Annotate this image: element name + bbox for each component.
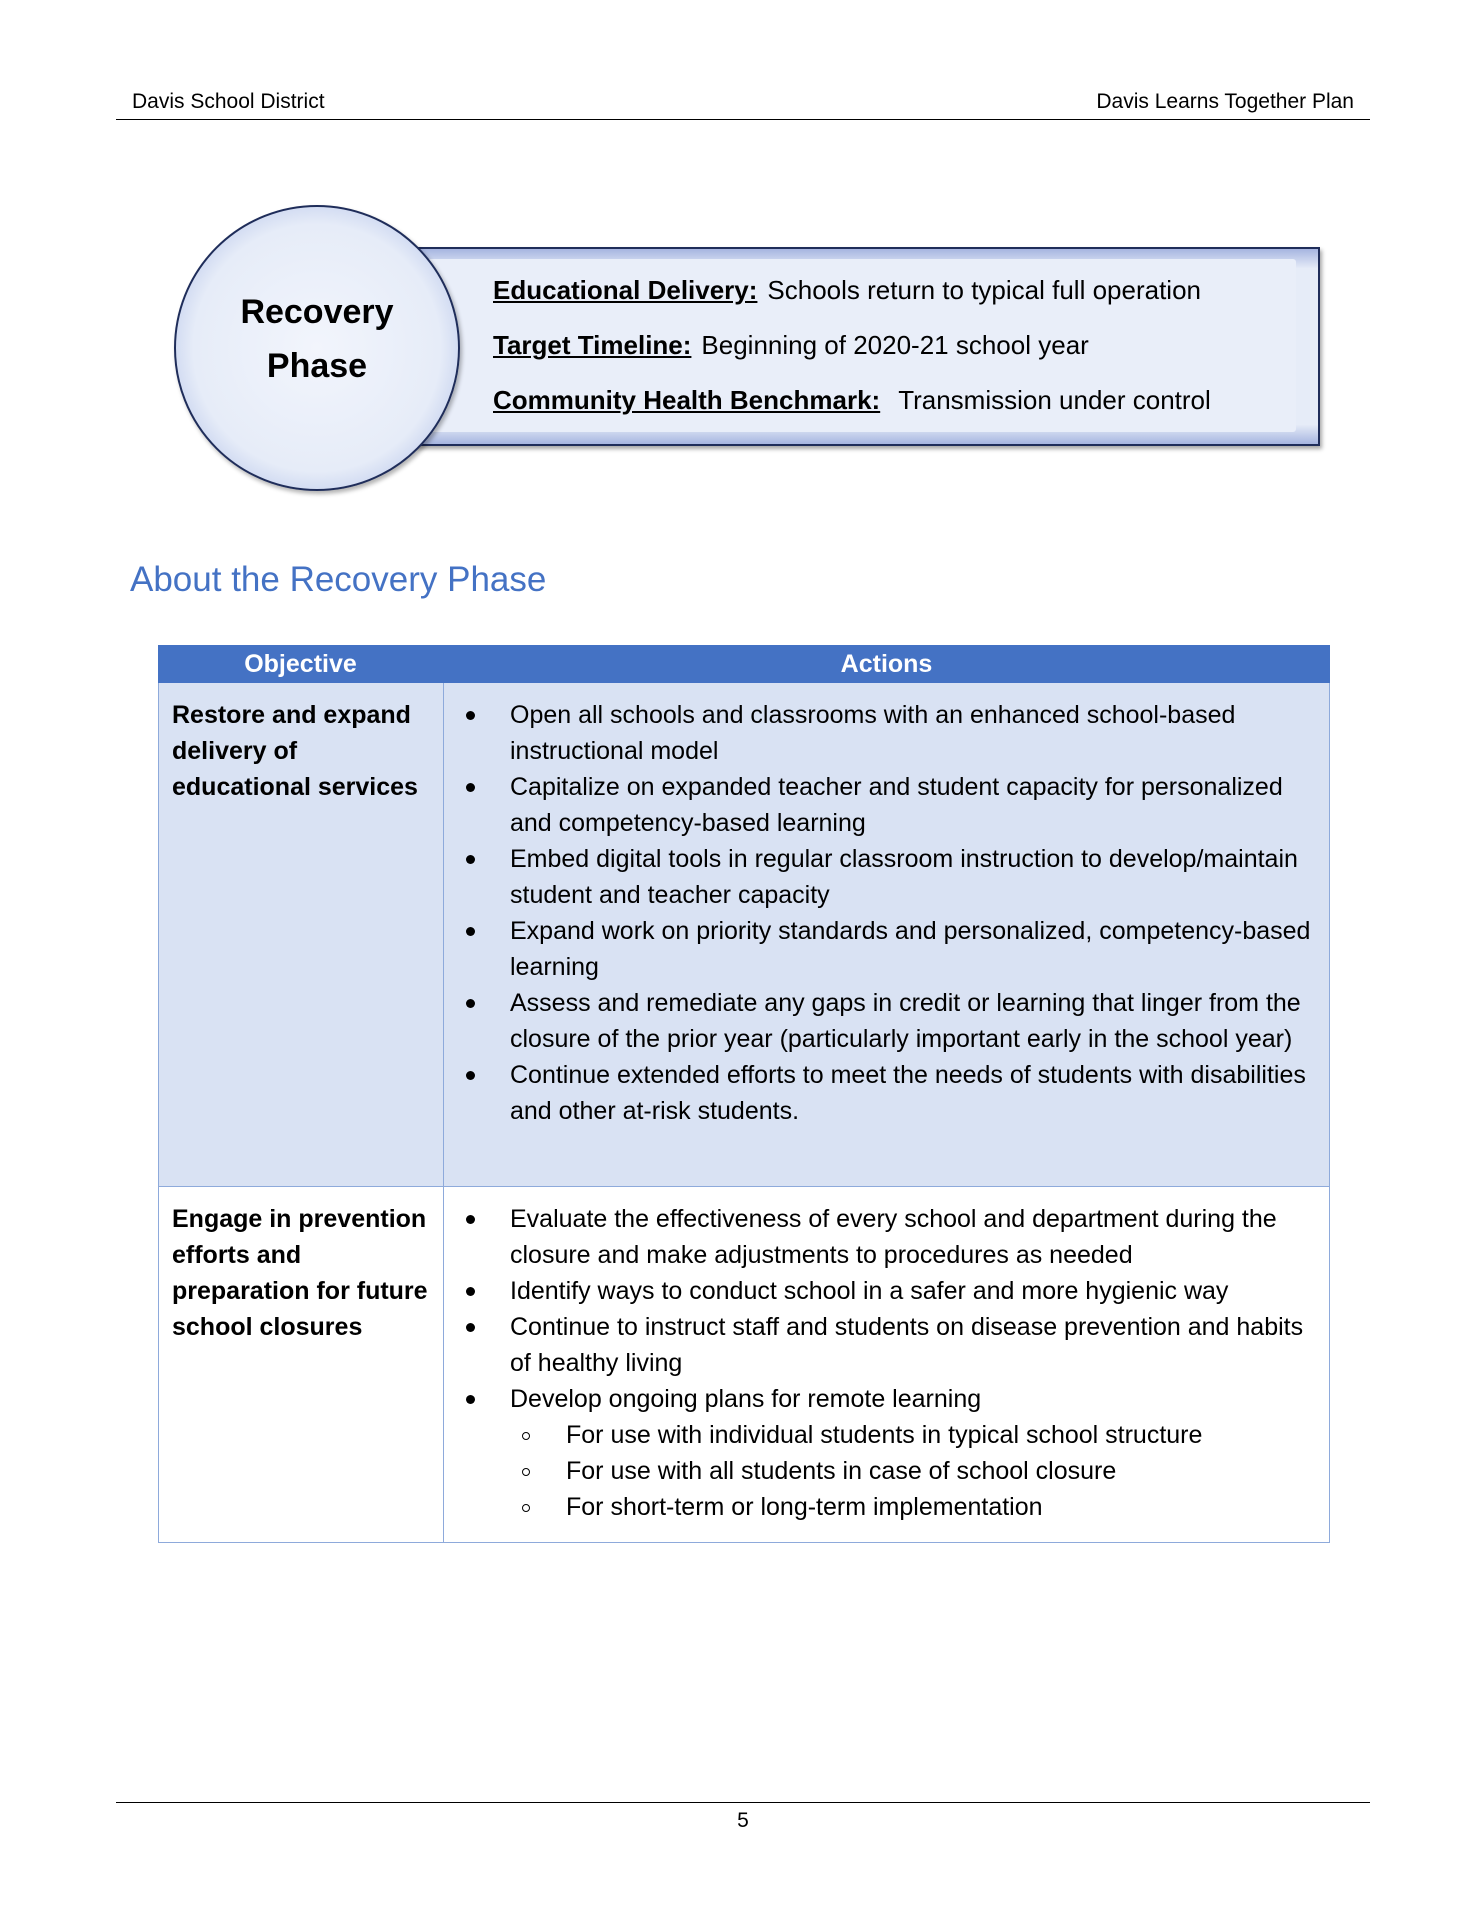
header-district-name: Davis School District <box>132 90 325 113</box>
action-item: Open all schools and classrooms with an enhanced school-based instructional model <box>454 697 1315 769</box>
recovery-phase-table <box>158 645 1330 1543</box>
table-row <box>158 683 1330 1187</box>
phase-details-box <box>398 247 1320 446</box>
actions-list <box>454 1201 1315 1525</box>
sub-actions-list <box>510 1417 1315 1525</box>
educational-delivery-row <box>493 275 1201 306</box>
action-item: Assess and remediate any gaps in credit or learning that linger from the closure of the prior year (particularly important early in the school year) <box>454 985 1315 1057</box>
action-item: Capitalize on expanded teacher and student capacity for personalized and competency-based learning <box>454 769 1315 841</box>
action-item: Evaluate the effectiveness of every school and department during the closure and make adjustments to procedures as needed <box>454 1201 1315 1273</box>
section-title: About the Recovery Phase <box>130 560 547 599</box>
objective-cell: Engage in prevention efforts and preparation for future school closures <box>172 1205 428 1341</box>
phase-details-panel <box>414 259 1296 432</box>
phase-circle-badge <box>174 205 460 491</box>
table-row <box>158 1187 1330 1543</box>
action-item: Continue extended efforts to meet the needs of students with disabilities and other at-risk students. <box>454 1057 1315 1129</box>
community-health-benchmark-label: Community Health Benchmark: <box>493 385 881 415</box>
header-plan-title: Davis Learns Together Plan <box>1096 90 1354 113</box>
community-health-benchmark-value: Transmission under control <box>898 385 1211 415</box>
action-item-with-subitems <box>454 1381 1315 1525</box>
header-objective: Objective <box>244 650 357 678</box>
actions-list <box>454 697 1315 1129</box>
target-timeline-label: Target Timeline: <box>493 330 692 360</box>
column-divider <box>443 683 444 1186</box>
educational-delivery-value: Schools return to typical full operation <box>767 275 1201 305</box>
page-number: 5 <box>737 1809 749 1832</box>
action-item: Continue to instruct staff and students on disease prevention and habits of healthy living <box>454 1309 1315 1381</box>
page-header <box>116 84 1370 120</box>
column-divider <box>443 1187 444 1542</box>
sub-action-item: For use with all students in case of school closure <box>510 1453 1315 1489</box>
educational-delivery-label: Educational Delivery: <box>493 275 758 305</box>
action-item: Identify ways to conduct school in a safer and more hygienic way <box>454 1273 1315 1309</box>
action-item: Expand work on priority standards and personalized, competency-based learning <box>454 913 1315 985</box>
table-header-row <box>158 645 1330 683</box>
sub-action-item: For short-term or long-term implementation <box>510 1489 1315 1525</box>
page-footer <box>116 1802 1370 1832</box>
action-item: Embed digital tools in regular classroom instruction to develop/maintain student and teacher capacity <box>454 841 1315 913</box>
action-item-text: Develop ongoing plans for remote learning <box>510 1385 982 1413</box>
phase-title-line2: Phase <box>266 347 368 385</box>
objective-cell: Restore and expand delivery of educational services <box>172 701 418 801</box>
target-timeline-row <box>493 330 1089 361</box>
community-health-benchmark-row <box>493 385 1211 416</box>
phase-title-line1: Recovery <box>240 293 394 331</box>
header-actions: Actions <box>840 650 933 678</box>
sub-action-item: For use with individual students in typical school structure <box>510 1417 1315 1453</box>
target-timeline-value: Beginning of 2020-21 school year <box>701 330 1089 360</box>
